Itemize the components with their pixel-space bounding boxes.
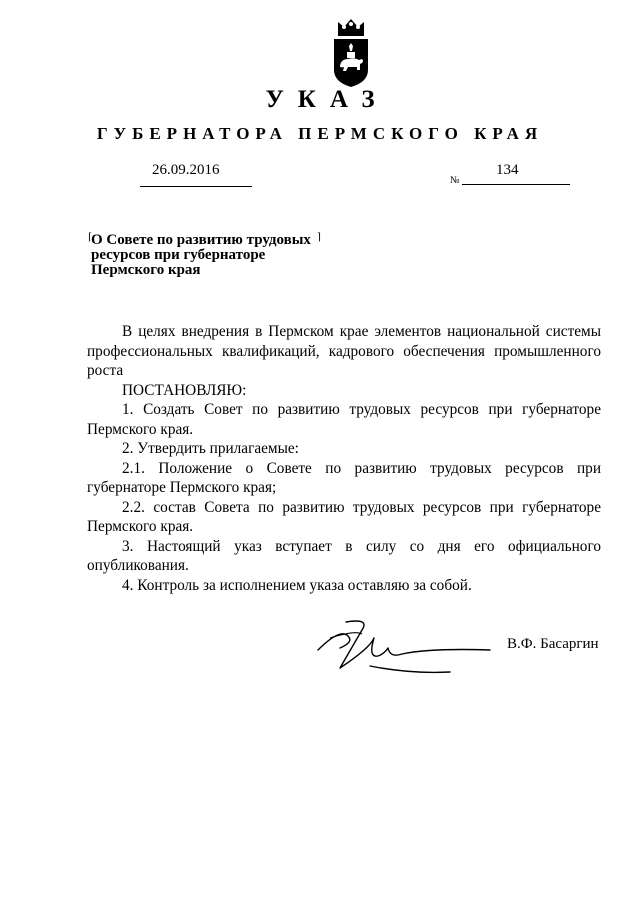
item-1: 1. Создать Совет по развитию трудовых ресурсов при губернаторе Пермского края. [87,401,601,438]
document-subtitle: ГУБЕРНАТОРА ПЕРМСКОГО КРАЯ [96,124,544,143]
item-2: 2. Утвердить прилагаемые: [122,440,299,457]
subject-line-1: О Совете по развитию трудовых [91,232,311,248]
item-3: 3. Настоящий указ вступает в силу со дня его официального опубликования. [87,537,601,574]
document-number: 134 [496,162,519,178]
number-underline [462,184,570,185]
document-date: 26.09.2016 [152,162,220,178]
corner-mark-right: ⌉ [317,232,321,243]
number-sign: № [450,175,460,186]
item-4: 4. Контроль за исполнением указа оставляю за собой. [122,576,472,594]
document-title: УКАЗ [265,86,389,113]
signature-icon [310,608,500,688]
signatory-name: В.Ф. Басаргин [507,636,599,652]
item-2-2: 2.2. состав Совета по развитию трудовых ресурсов при губернаторе Пермского края. [87,498,601,535]
document-subject [88,232,321,278]
coat-of-arms-icon [328,18,374,88]
intro-paragraph: В целях внедрения в Пермском крае элементов национальной системы профессиональных квалификаций, кадрового обеспечения промышленного роста [87,323,601,379]
date-underline [140,186,252,187]
decree-word: ПОСТАНОВЛЯЮ: [122,381,247,399]
item-2-1: 2.1. Положение о Совете по развитию трудовых ресурсов при губернаторе Пермского края; [87,459,601,496]
subject-line-2: ресурсов при губернаторе [91,247,266,263]
corner-mark-left: ⌈ [88,232,92,243]
subject-line-3: Пермского края [91,262,201,278]
document-body [87,322,601,595]
